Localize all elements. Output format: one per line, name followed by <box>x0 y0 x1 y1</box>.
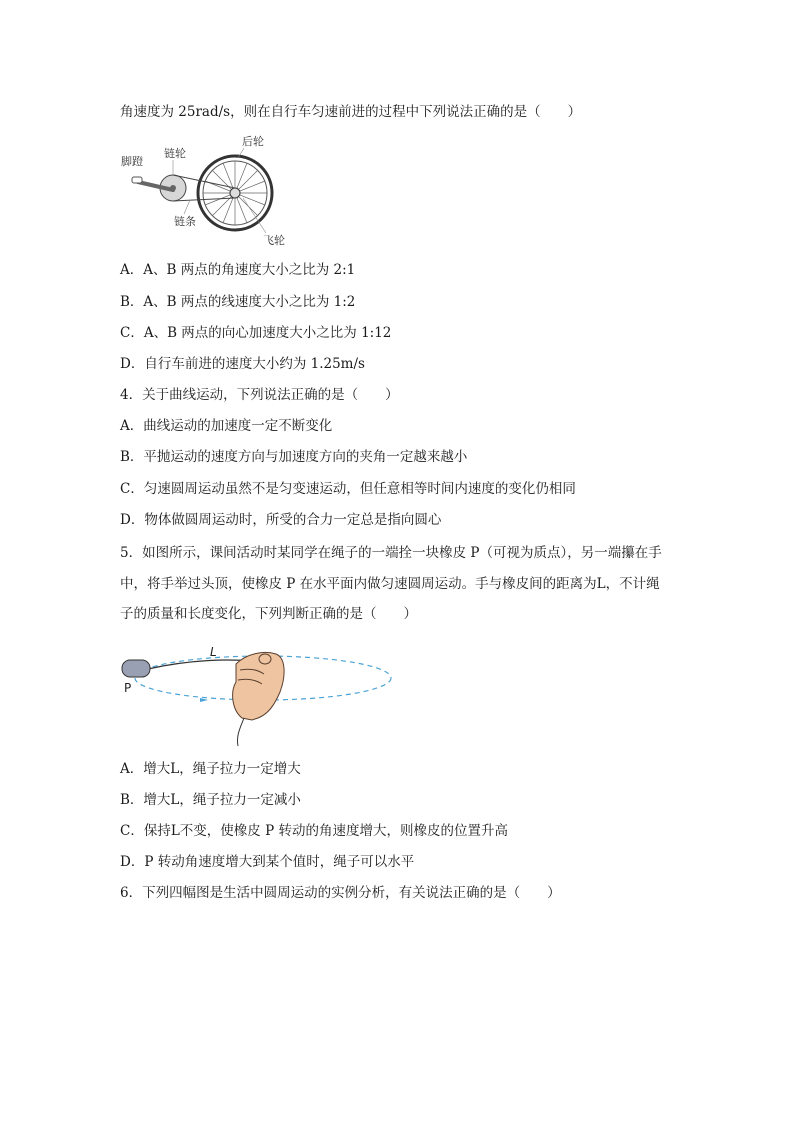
flywheel <box>230 188 240 198</box>
q6-stem: 6．下列四幅图是生活中圆周运动的实例分析，有关说法正确的是（ ） <box>120 885 561 901</box>
q5-option-a: A．增大L，绳子拉力一定增大 <box>120 761 301 777</box>
bicycle-drive-figure <box>118 128 298 248</box>
rope-tail <box>237 718 244 746</box>
q3-option-c: C．A、B 两点的向心加速度大小之比为 1:12 <box>120 325 392 341</box>
q5-option-d: D．P 转动角速度增大到某个值时，绳子可以水平 <box>120 854 415 870</box>
q5-stem-line-3: 子的质量和长度变化，下列判断正确的是（ ） <box>120 606 417 622</box>
point-p-label: P <box>124 681 132 695</box>
rubber-p <box>122 660 150 677</box>
q5-stem-line-2: 中，将手举过头顶，使橡皮 P 在水平面内做匀速圆周运动。手与橡皮间的距离为L，不计绳 <box>120 576 660 592</box>
q3-option-d: D．自行车前进的速度大小约为 1.25m/s <box>120 356 365 372</box>
pedal-label: 脚蹬 <box>121 155 143 168</box>
q4-option-a: A．曲线运动的加速度一定不断变化 <box>120 418 333 434</box>
pedal <box>132 177 142 183</box>
chain-label: 链条 <box>174 215 196 228</box>
question-3-stem-tail: 角速度为 25rad/s，则在自行车匀速前进的过程中下列说法正确的是（ ） <box>120 104 582 120</box>
hand <box>233 652 284 720</box>
q4-option-c: C．匀速圆周运动虽然不是匀变速运动，但任意相等时间内速度的变化仍相同 <box>120 481 576 497</box>
q5-stem-line-1: 5．如图所示，课间活动时某同学在绳子的一端拴一块橡皮 P（可视为质点），另一端攥在手 <box>120 545 662 561</box>
rope-rubber-figure <box>118 640 398 748</box>
q5-option-b: B．增大L，绳子拉力一定减小 <box>120 792 301 808</box>
flywheel-label: 飞轮 <box>263 234 285 247</box>
rope-length-label: L <box>210 645 217 659</box>
q3-option-b: B．A、B 两点的线速度大小之比为 1:2 <box>120 294 356 310</box>
rear-wheel-label: 后轮 <box>242 135 264 148</box>
direction-arrow <box>200 698 208 702</box>
q4-option-b: B．平抛运动的速度方向与加速度方向的夹角一定越来越小 <box>120 449 468 465</box>
q4-option-d: D．物体做圆周运动时，所受的合力一定总是指向圆心 <box>120 512 442 528</box>
q5-option-c: C．保持L不变，使橡皮 P 转动的角速度增大，则橡皮的位置升高 <box>120 823 508 839</box>
q4-stem: 4．关于曲线运动，下列说法正确的是（ ） <box>120 387 399 403</box>
q3-option-a: A．A、B 两点的角速度大小之比为 2:1 <box>120 262 356 278</box>
chainring-label: 链轮 <box>164 147 186 160</box>
